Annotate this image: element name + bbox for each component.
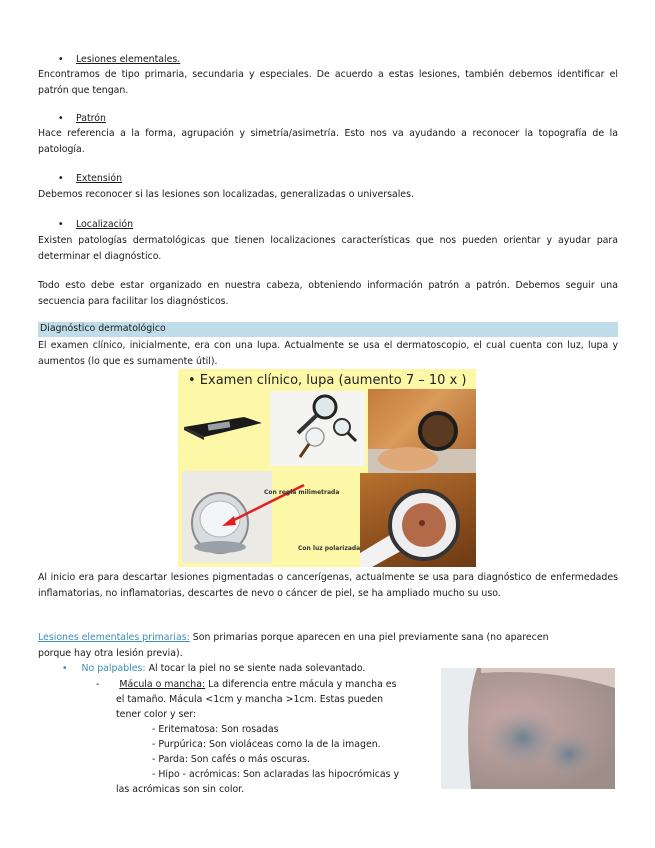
list-item-last: las acrómicas son sin color. (116, 784, 245, 795)
paragraph-lesiones: Encontramos de tipo primaria, secundaria y especiales. De acuerdo a estas lesiones, también debemos identificar el patrón que tengan. (38, 69, 618, 96)
macula-line-3: tener color y ser: (116, 709, 197, 720)
macula-text-1: La diferencia entre mácula y mancha es (205, 679, 397, 690)
paragraph-summary: Todo esto debe estar organizado en nuestra cabeza, obteniendo información patrón a patrón. Debemos seguir una secuencia para facilitar los diagnósticos. (38, 280, 618, 307)
figure-title: • Examen clínico, lupa (aumento 7 – 10 x ) (188, 373, 467, 388)
bullet: • (58, 219, 64, 230)
no-palpables-label: No palpables: (81, 663, 146, 674)
magnifier-box-photo (182, 409, 264, 441)
heading-localizacion-text: Localización (76, 219, 134, 230)
bullet: • (58, 54, 64, 65)
link-lesiones-primarias[interactable]: Lesiones elementales primarias: (38, 632, 190, 643)
paragraph-patron: Hace referencia a la forma, agrupación y simetría/asimetría. Esto nos va ayudando a reconocer la topografía de la patología. (38, 128, 618, 155)
section-title-bar (38, 322, 618, 337)
purpura-skin-photo (441, 668, 615, 789)
hand-magnifier-photo (368, 389, 476, 475)
figure-examen-clinico (178, 369, 476, 567)
bullet: • (62, 663, 68, 674)
macula-label: Mácula o mancha: (119, 679, 206, 690)
label-regla: Con regla milimetrada (264, 489, 340, 496)
macula-line-1 (96, 677, 396, 693)
bullet-no-palpables (62, 661, 365, 677)
section-title: Diagnóstico dermatológico (40, 323, 166, 334)
heading-extension-text: Extensión (76, 173, 123, 184)
bullet: • (58, 113, 64, 124)
list-item: - Eritematosa: Son rosadas (152, 724, 279, 735)
macula-line-2: el tamaño. Mácula <1cm y mancha >1cm. Estas pueden (116, 694, 384, 705)
no-palpables-text: Al tocar la piel no se siente nada solevantado. (145, 663, 366, 674)
paragraph-extension: Debemos reconocer si las lesiones son localizadas, generalizadas o universales. (38, 189, 414, 200)
label-luz: Con luz polarizada (298, 545, 361, 552)
paragraph-primarias (38, 630, 618, 661)
heading-patron-text: Patrón (76, 113, 106, 124)
bullet: • (58, 173, 64, 184)
paragraph-localizacion: Existen patologías dermatológicas que tienen localizaciones características que nos pueden orientar y ayudar para determinar el diagnóstico. (38, 235, 618, 262)
paragraph-diagnostico-intro: El examen clínico, inicialmente, era con una lupa. Actualmente se usa el dermatoscopio, el cual cuenta con luz, lupa y aumentos (lo que es sumamente útil). (38, 340, 618, 367)
heading-lesiones-text: Lesiones elementales. (76, 54, 181, 65)
dash: - (96, 679, 100, 690)
list-item: - Parda: Son cafés o más oscuras. (152, 754, 310, 765)
magnifiers-photo (270, 391, 365, 466)
list-item: - Hipo - acrómicas: Son aclaradas las hipocrómicas y (152, 769, 400, 780)
primarias-text-2: porque hay otra lesión previa). (38, 647, 183, 659)
paragraph-diagnostico-after: Al inicio era para descartar lesiones pigmentadas o cancerígenas, actualmente se usa para diagnóstico de enfermedades inflamatorias, no inflamatorias, descartes de nevo o cáncer de piel, se ha ampliado mucho su uso. (38, 572, 618, 599)
dermatoscope-photo (360, 473, 476, 567)
list-item: - Purpúrica: Son violáceas como la de la imagen. (152, 739, 381, 750)
primarias-text-1: Son primarias porque aparecen en una piel previamente sana (no aparecen (189, 632, 549, 643)
